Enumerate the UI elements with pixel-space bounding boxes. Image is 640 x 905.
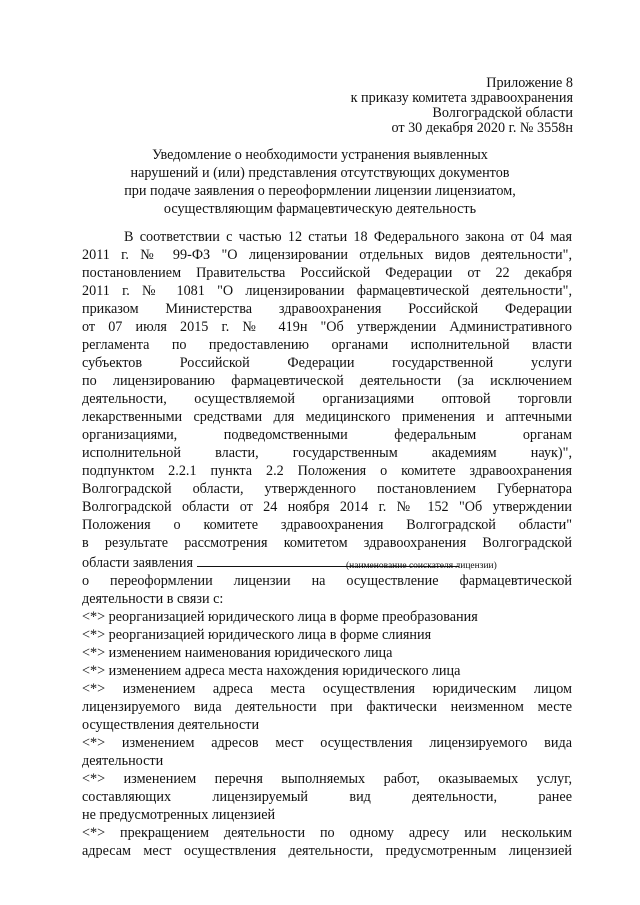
text-line: Волгоградской области, утвержденного постановлением Губернатора (82, 481, 572, 497)
intro-paragraph (82, 228, 572, 572)
text-line: деятельности в связи с: (82, 591, 224, 607)
appendix-number: Приложение 8 (486, 75, 573, 91)
applicant-line (82, 552, 572, 572)
appendix-order-ref: к приказу комитета здравоохранения (350, 90, 573, 106)
reason-item: <*> изменением адреса места осуществления юридическим лицом (82, 681, 572, 697)
text-line: 2011 г. № 1081 "О лицензировании фармацевтической деятельности", (82, 283, 572, 299)
text-line: лицензируемого вида деятельности при фактически неизменном месте (82, 699, 572, 715)
reasons-list (82, 572, 572, 860)
text-line: от 07 июля 2015 г. № 419н "Об утверждении Административного (82, 319, 572, 335)
text-line: деятельности (82, 753, 164, 769)
text-line: не предусмотренных лицензией (82, 807, 276, 823)
reason-item: <*> изменением наименования юридического лица (82, 645, 393, 661)
applicant-prefix: области заявления (82, 555, 193, 571)
text-line: исполнительной власти, государственным академиям наук)", (82, 445, 572, 461)
text-line: по лицензированию фармацевтической деятельности (за исключением (82, 373, 572, 389)
text-line: 2011 г. № 99-ФЗ "О лицензировании отдельных видов деятельности", (82, 247, 572, 263)
text-line: Волгоградской области от 24 ноября 2014 г. № 152 "Об утверждении (82, 499, 572, 515)
text-line: адресам мест осуществления деятельности, предусмотренным лицензией (82, 843, 572, 859)
text-line: осуществления деятельности (82, 717, 260, 733)
reason-item: <*> изменением адреса места нахождения юридического лица (82, 663, 461, 679)
text-line: В соответствии с частью 12 статьи 18 Федерального закона от 04 мая (124, 229, 572, 245)
reason-item: <*> изменением перечня выполняемых работ, оказываемых услуг, (82, 771, 572, 787)
applicant-caption: (наименование соискателя лицензии) (346, 561, 497, 571)
title-line: нарушений и (или) представления отсутствующих документов (130, 165, 510, 181)
text-line: постановлением Правительства Российской Федерации от 22 декабря (82, 265, 572, 281)
title-line: Уведомление о необходимости устранения выявленных (152, 147, 488, 163)
reason-item: <*> прекращением деятельности по одному адресу или нескольким (82, 825, 572, 841)
reason-item: <*> реорганизацией юридического лица в форме преобразования (82, 609, 478, 625)
title-line: осуществляющим фармацевтическую деятельность (163, 201, 477, 217)
text-line: регламента по предоставлению органами исполнительной власти (82, 337, 572, 353)
appendix-date: от 30 декабря 2020 г. № 3558н (391, 120, 573, 136)
text-line: лекарственными средствами для медицинского применения и аптечными (82, 409, 572, 425)
reason-item: <*> реорганизацией юридического лица в форме слияния (82, 627, 432, 643)
title-line: при подаче заявления о переоформлении лицензии лицензиатом, (124, 183, 516, 199)
text-line: деятельности, осуществляемой организациями оптовой торговли (82, 391, 572, 407)
text-line: Положения о комитете здравоохранения Волгоградской области" (82, 517, 572, 533)
reason-item: <*> изменением адресов мест осуществления лицензируемого вида (82, 735, 572, 751)
document-title (60, 146, 580, 218)
appendix-region: Волгоградской области (432, 105, 573, 121)
text-line: составляющих лицензируемый вид деятельности, ранее (82, 789, 572, 805)
text-line: в результате рассмотрения комитетом здравоохранения Волгоградской (82, 535, 572, 551)
text-line: приказом Министерства здравоохранения Российской Федерации (82, 301, 572, 317)
text-line: о переоформлении лицензии на осуществление фармацевтической (82, 573, 572, 589)
text-line: организациями, подведомственными федеральным органам (82, 427, 572, 443)
appendix-header (351, 76, 573, 136)
text-line: субъектов Российской Федерации государственной услуги (82, 355, 572, 371)
text-line: подпунктом 2.2.1 пункта 2.2 Положения о комитете здравоохранения (82, 463, 572, 479)
